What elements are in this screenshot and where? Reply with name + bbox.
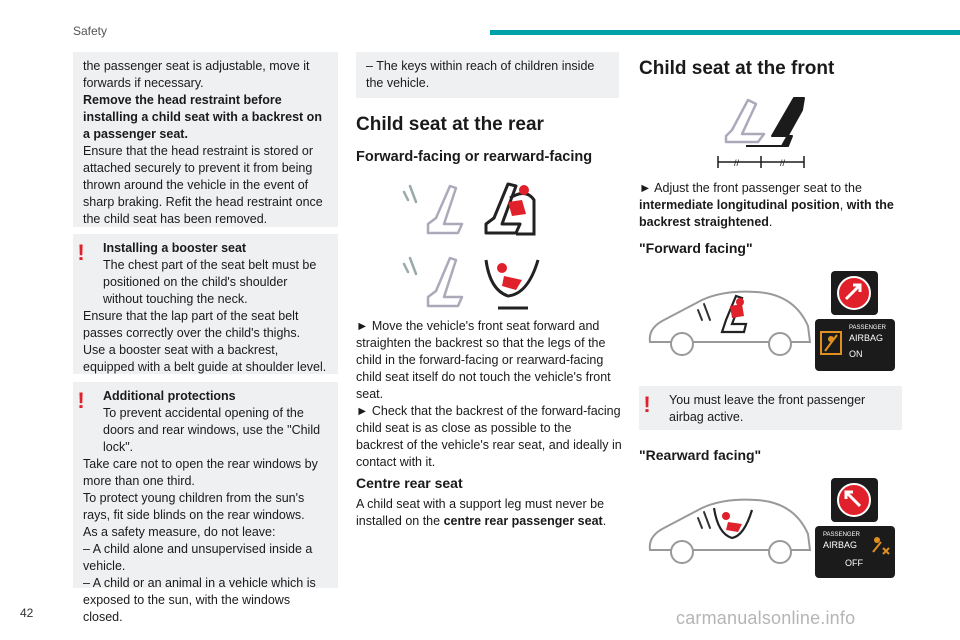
- booster-text-3: Use a booster seat with a backrest, equipped with a belt guide at shoulder level.: [83, 343, 327, 374]
- airbag-off-icon: [869, 534, 891, 556]
- front-adjust-a: ► Adjust the front passenger seat to the: [639, 181, 862, 195]
- centre-rear-text-b: centre rear passenger seat: [443, 514, 603, 528]
- front-adjust-text: [639, 180, 901, 231]
- front-airbag-warning-box: [639, 386, 902, 430]
- rear-seat-forward-facing-illustration: [398, 178, 554, 240]
- protections-text-5: – A child alone and unsupervised inside a vehicle.: [83, 542, 313, 573]
- protections-text-3: To protect young children from the sun's rays, fit side blinds on the rear windows.: [83, 491, 305, 522]
- seat-mark-right: //: [780, 158, 786, 168]
- additional-protections-box: [73, 382, 338, 624]
- keys-box: [356, 52, 619, 98]
- warning-exclamation-icon: !: [77, 388, 85, 413]
- badge-off-line3: OFF: [845, 558, 863, 568]
- heading-forward-rearward: Forward-facing or rearward-facing: [356, 149, 593, 165]
- rear-facing-seat-airbag-icon: [831, 478, 878, 522]
- box1-text-1: the passenger seat is adjustable, move it forwards if necessary.: [83, 59, 310, 90]
- front-adjust-b: intermediate longitudinal position: [639, 198, 840, 212]
- booster-text-1: The chest part of the seat belt must be positioned on the child's shoulder without touching the neck.: [103, 258, 317, 306]
- rear-instruction-2: ► Check that the backrest of the forward-facing child seat is as close as possible to the backrest of the vehicle's rear seat, and ideally in contact with it.: [356, 404, 622, 469]
- keys-text: – The keys within reach of children inside the vehicle.: [366, 59, 595, 90]
- heading-child-seat-rear: Child seat at the rear: [356, 114, 544, 135]
- watermark: carmanualsonline.info: [676, 608, 856, 628]
- heading-centre-rear-seat: Centre rear seat: [356, 475, 463, 491]
- centre-rear-text-a: A child seat with a support leg must never be installed on the: [356, 497, 605, 528]
- front-seat-position-illustration: [712, 90, 812, 172]
- head-restraint-box: [73, 52, 338, 227]
- badge-on-line1: PASSENGER: [849, 325, 886, 331]
- centre-rear-text-c: .: [602, 514, 607, 528]
- protections-text-1: To prevent accidental opening of the doors and rear windows, use the "Child lock".: [103, 406, 321, 454]
- protections-title: Additional protections: [103, 389, 236, 403]
- heading-rearward-facing: "Rearward facing": [639, 447, 762, 463]
- booster-seat-box: [73, 234, 338, 374]
- passenger-airbag-off-badge: [815, 526, 895, 578]
- protections-text-2: Take care not to open the rear windows by more than one third.: [83, 457, 318, 488]
- booster-text-2: Ensure that the lap part of the seat belt passes correctly over the child's thighs.: [83, 309, 301, 340]
- protections-text-6: – A child or an animal in a vehicle which is exposed to the sun, with the windows closed.: [83, 576, 316, 624]
- passenger-airbag-on-badge: [815, 319, 895, 371]
- box1-text-2: Ensure that the head restraint is stored or attached securely to prevent it from being thrown around the vehicle in the event of sharp braking. Refit the head restraint once the child seat has been removed.: [83, 144, 323, 226]
- car-forward-facing-illustration: [644, 286, 814, 360]
- rear-seat-rearward-facing-illustration: [398, 250, 554, 314]
- seat-mark-left: //: [734, 158, 740, 168]
- rearward-warning-badge: [831, 478, 878, 522]
- no-rear-facing-seat-icon: [831, 271, 878, 315]
- rear-instruction-1: ► Move the vehicle's front seat forward and straighten the backrest so that the legs of the child in the forward-facing or rearward-facing child seat itself do not touch the vehicle's front seat.: [356, 319, 611, 401]
- badge-on-line2: AIRBAG: [849, 333, 884, 343]
- warning-exclamation-icon: !: [643, 392, 651, 417]
- page-number: 42: [20, 606, 34, 620]
- booster-title: Installing a booster seat: [103, 241, 247, 255]
- badge-on-line3: ON: [849, 349, 863, 359]
- forward-warning-badge: [831, 271, 878, 315]
- airbag-icon: [820, 331, 842, 355]
- centre-rear-text: [356, 496, 622, 530]
- section-header: Safety: [73, 24, 108, 38]
- protections-text-4: As a safety measure, do not leave:: [83, 525, 276, 539]
- box1-bold-text: Remove the head restraint before installing a child seat with a backrest on a passenger seat.: [83, 93, 322, 141]
- rear-instructions: [356, 318, 622, 471]
- heading-child-seat-front: Child seat at the front: [639, 58, 835, 79]
- car-rearward-facing-illustration: [644, 494, 814, 568]
- badge-off-line1: PASSENGER: [823, 532, 860, 538]
- heading-forward-facing: "Forward facing": [639, 240, 753, 256]
- warning-exclamation-icon: !: [77, 240, 85, 265]
- badge-off-line2: AIRBAG: [823, 540, 858, 550]
- front-adjust-d: with the backrest straightened: [639, 198, 894, 229]
- header-accent-bar: [490, 30, 960, 35]
- front-adjust-c: ,: [839, 198, 847, 212]
- front-airbag-warning-text: You must leave the front passenger airbag active.: [669, 393, 866, 424]
- front-adjust-e: .: [768, 215, 773, 229]
